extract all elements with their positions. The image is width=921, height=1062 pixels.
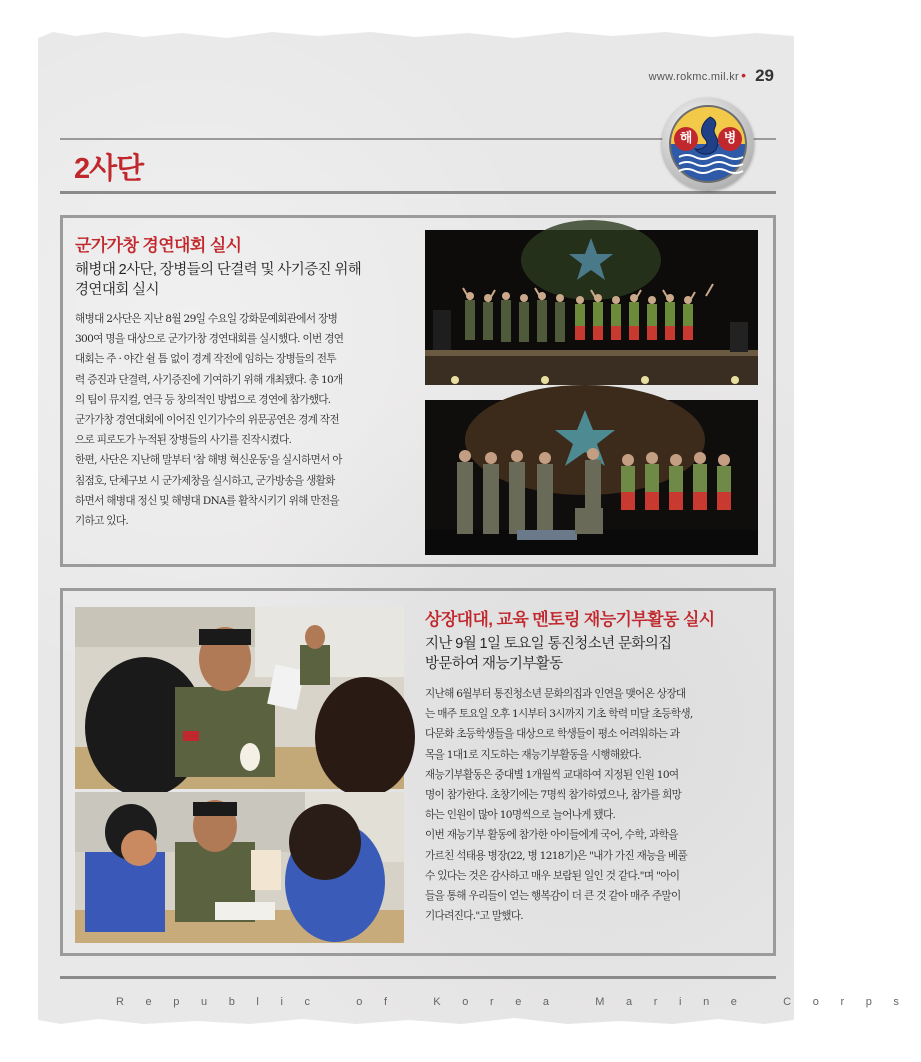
article-body-mentoring	[425, 684, 757, 926]
body-line: 300여 명을 대상으로 군가가창 경연대회를 실시했다. 이번 경연	[75, 333, 344, 346]
body-line: 기다려진다."고 말했다.	[425, 910, 523, 923]
article-subtitle-contest	[75, 260, 361, 300]
body-line: 다문화 초등학생들을 대상으로 학생들이 평소 어려워하는 과	[425, 728, 680, 741]
body-line: 한편, 사단은 지난해 말부터 '참 해병 혁신운동'을 실시하면서 아	[75, 454, 342, 467]
body-line: 재능기부활동은 중대별 1개월씩 교대하여 지정된 인원 10여	[425, 768, 679, 781]
body-line: 력 증진과 단결력, 사기증진에 기여하기 위해 개최됐다. 총 10개	[75, 373, 343, 386]
photo-stage-performance	[425, 230, 758, 385]
subtitle-line: 경연대회 실시	[75, 282, 159, 298]
subtitle-line: 방문하여 재능기부활동	[425, 656, 563, 672]
article-subtitle-mentoring	[425, 634, 672, 674]
body-line: 들을 통해 우리들이 얻는 행복감이 더 큰 것 같아 매주 주말이	[425, 890, 681, 903]
website-url[interactable]: www.rokmc.mil.kr	[648, 71, 739, 83]
section-title: 2사단	[74, 153, 144, 185]
body-line: 목을 1대1로 지도하는 재능기부활동을 시행해왔다.	[425, 748, 642, 761]
subtitle-line: 해병대 2사단, 장병들의 단결력 및 사기증진 위해	[75, 262, 362, 278]
page-number: 29	[755, 66, 774, 85]
footer-text: Republic of Korea Marine Corps	[116, 996, 921, 1008]
photo-stage-skit	[425, 400, 758, 555]
separator-dot: •	[741, 67, 746, 83]
body-line: 는 매주 토요일 오후 1시부터 3시까지 기초 학력 미달 초등학생,	[425, 708, 693, 721]
body-line: 지난해 6월부터 통진청소년 문화의집과 인연을 맺어온 상장대	[425, 688, 686, 700]
emblem-left-char: 해	[674, 127, 698, 151]
body-line: 으로 피로도가 누적된 장병들의 사기를 진작시켰다.	[75, 434, 292, 447]
body-line: 침점호, 단체구보 시 군가제창을 실시하고, 군가방송을 생활화	[75, 474, 335, 487]
emblem-face	[669, 105, 747, 183]
emblem-right-char: 병	[718, 127, 742, 151]
body-line: 군가가창 경연대회에 이어진 인기가수의 위문공연은 경계 작전	[75, 414, 339, 427]
subtitle-line: 지난 9월 1일 토요일 통진청소년 문화의집	[425, 636, 672, 652]
body-line: 명이 참가한다. 초창기에는 7명씩 참가하였으나, 참가를 희망	[425, 789, 682, 802]
footer-rule	[60, 976, 776, 979]
body-line: 의 팀이 뮤지컬, 연극 등 창의적인 방법으로 경연에 참가했다.	[75, 393, 331, 406]
body-line: 대회는 주 · 야간 쉴 틈 없이 경계 작전에 임하는 장병들의 전투	[75, 353, 336, 366]
article-title-mentoring: 상장대대, 교육 멘토링 재능기부활동 실시	[425, 610, 715, 629]
body-line: 하면서 해병대 정신 및 해병대 DNA를 활착시키기 위해 만전을	[75, 494, 339, 507]
article-body-contest	[75, 309, 411, 531]
section-rule	[60, 191, 776, 194]
body-line: 하는 인원이 많아 10명씩으로 늘어나게 됐다.	[425, 809, 616, 822]
photo-mentoring-2	[75, 792, 404, 943]
body-line: 이번 재능기부 활동에 참가한 아이들에게 국어, 수학, 과학을	[425, 829, 678, 842]
photo-mentoring-1	[75, 607, 404, 789]
marine-emblem-icon	[662, 98, 754, 190]
body-line: 해병대 2사단은 지난 8월 29일 수요일 강화문예회관에서 장병	[75, 313, 338, 325]
body-line: 기하고 있다.	[75, 515, 129, 528]
body-line: 수 있다는 것은 감사하고 매우 보람된 일인 것 같다."며 "아이	[425, 869, 680, 882]
body-line: 가르친 석태용 병장(22, 병 1218기)은 "내가 가진 재능을 베풀	[425, 849, 687, 862]
article-title-contest: 군가가창 경연대회 실시	[75, 236, 242, 255]
